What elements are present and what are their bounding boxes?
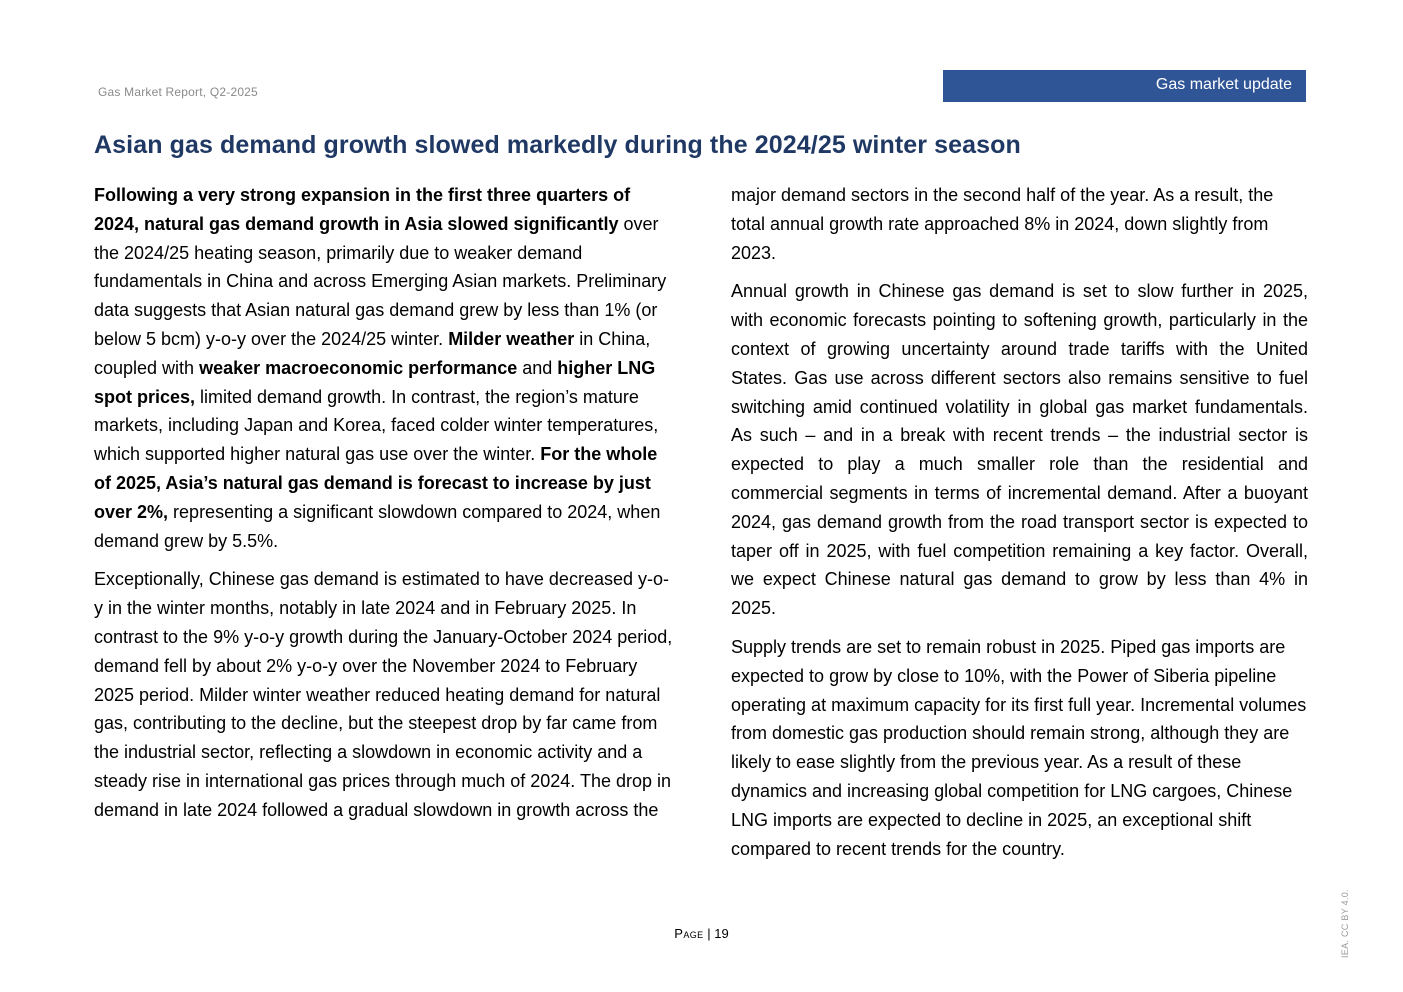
report-label: Gas Market Report, Q2-2025 [98, 85, 258, 99]
page-separator: | [707, 926, 711, 941]
page-number: 19 [714, 926, 729, 941]
bold-phrase: For the whole of 2025, Asia’s natural gas demand is forecast to increase by just over 2%, [94, 444, 658, 522]
bold-phrase: higher LNG spot prices, [94, 357, 656, 407]
paragraph-text: representing a significant slowdown compared to 2024, when demand grew by 5.5%. [94, 501, 661, 551]
paragraph-text: and [517, 357, 558, 378]
left-column [94, 181, 674, 835]
right-paragraph-2: Annual growth in Chinese gas demand is set to slow further in 2025, with economic forecasts pointing to softening growth, particularly in the context of growing uncertainty around trade tariffs with the United States. Gas use across different sectors also remains sensitive to fuel switching amid continued volatility in global gas market fundamentals. As such – and in a break with recent trends – the industrial sector is expected to play a much smaller role than the residential and commercial segments in terms of incremental demand. After a buoyant 2024, gas demand growth from the road transport sector is expected to taper off in 2025, with fuel competition remaining a key factor. Overall, we expect Chinese natural gas demand to grow by less than 4% in 2025. [731, 281, 1308, 619]
license-note: IEA. CC BY 4.0. [1340, 889, 1350, 958]
page-title: Asian gas demand growth slowed markedly during the 2024/25 winter season [94, 131, 1021, 159]
bold-phrase: weaker macroeconomic performance [199, 357, 518, 378]
page-word: Page [674, 926, 704, 941]
paragraph-text: over the 2024/25 heating season, primarily due to weaker demand fundamentals in China and across Emerging Asian markets. Preliminary data suggests that Asian natural gas demand grew by less than 1% (or below 5 bcm) y-o-y over the 2024/25 winter. [94, 213, 667, 349]
right-paragraph-3: Supply trends are set to remain robust in 2025. Piped gas imports are expected to grow by close to 10%, with the Power of Siberia pipeline operating at maximum capacity for its first full year. Incremental volumes from domestic gas production should remain strong, although they are likely to ease slightly from the previous year. As a result of these dynamics and increasing global competition for LNG cargoes, Chinese LNG imports are expected to decline in 2025, an exceptional shift compared to recent trends for the country. [731, 636, 1307, 859]
section-banner: Gas market update [943, 70, 1306, 102]
right-column [731, 181, 1308, 873]
left-paragraph-2: Exceptionally, Chinese gas demand is estimated to have decreased y-o-y in the winter months, notably in late 2024 and in February 2025. In contrast to the 9% y-o-y growth during the January-October 2024 period, demand fell by about 2% y-o-y over the November 2024 to February 2025 period. Milder winter weather reduced heating demand for natural gas, contributing to the decline, but the steepest drop by far came from the industrial sector, reflecting a slowdown in economic activity and a steady rise in international gas prices through much of 2024. The drop in demand in late 2024 followed a gradual slowdown in growth across the [94, 569, 673, 820]
left-paragraph-1 [94, 181, 674, 555]
paragraph-text: limited demand growth. In contrast, the region’s mature markets, including Japan and Korea, faced colder winter temperatures, which supported higher natural gas use over the winter. [94, 386, 659, 465]
paragraph-text: in China, coupled with [94, 328, 651, 378]
bold-lead: Following a very strong expansion in the first three quarters of 2024, natural gas demand growth in Asia slowed significantly [94, 185, 631, 234]
page-footer [0, 926, 1403, 941]
right-paragraph-1: major demand sectors in the second half of the year. As a result, the total annual growth rate approached 8% in 2024, down slightly from 2023. [731, 185, 1274, 263]
bold-phrase: Milder weather [448, 328, 575, 349]
